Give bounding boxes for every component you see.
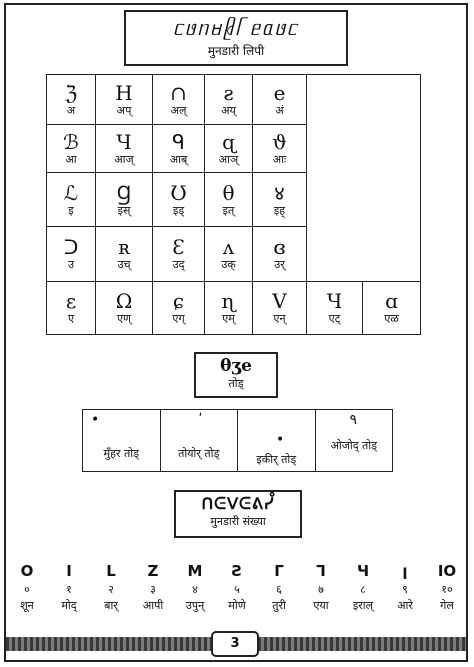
title-label: मुनडारी लिपी (207, 44, 265, 58)
alphabet-table (46, 74, 421, 335)
numeral-item: Ч ८ इराल् (352, 562, 374, 612)
alphabet-cell: ʀ उच् (96, 227, 153, 282)
numeral-item: Ꞁ ७ एया (313, 562, 329, 612)
alphabet-cell: ϑ आः (253, 125, 307, 173)
tod-label: तोड् (228, 377, 244, 390)
numeral-item: Z ३ आपी (142, 562, 164, 612)
alphabet-cell: θ इत् (205, 173, 253, 227)
alphabet-cell: ℬ आ (47, 125, 96, 173)
numbers-script: ᑎᕮᐯᕮᕕᓮ (201, 494, 275, 513)
numeral-item: L २ बार् (104, 562, 118, 612)
numeral-item: I १ मोद् (61, 562, 77, 612)
alphabet-cell: ɳ एम् (205, 282, 253, 335)
alphabet-cell: ƨ अय् (205, 75, 253, 125)
mark-label: ओजोद् तोड् (330, 439, 378, 452)
page-number: 3 (211, 631, 259, 657)
alphabet-cell: ɑ एळ (363, 282, 421, 335)
numerals-row (6, 562, 468, 628)
alphabet-cell: ∩ अल् (153, 75, 205, 125)
numeral-item: M ४ उपुन् (185, 562, 205, 612)
alphabet-cell: ɕ एग् (153, 282, 205, 335)
numeral-item: Ƨ ५ मोणे (228, 562, 246, 612)
alphabet-cell: ʌ उक् (205, 227, 253, 282)
mark-label: इकीर् तोड् (256, 453, 297, 466)
alphabet-cell: V एन् (253, 282, 307, 335)
mark-cell (83, 410, 161, 471)
mark-symbol: ʹ (198, 412, 203, 428)
alphabet-cell: ℨ अ (47, 75, 96, 125)
empty-area (307, 75, 421, 282)
alphabet-cell: Ɛ उद् (153, 227, 205, 282)
mark-cell (161, 410, 239, 471)
alphabet-cell: e अं (253, 75, 307, 125)
alphabet-cell: ४ इह् (253, 173, 307, 227)
title-script: ᥴᥳᥒᥛᥪᥬ ᥱᥲᥳᥴ (173, 16, 299, 40)
alphabet-cell: ᑐ उ (47, 227, 96, 282)
alphabet-cell: ε ए (47, 282, 96, 335)
mark-symbol: • (91, 412, 100, 428)
alphabet-cell: ᑫ आब् (153, 125, 205, 173)
numeral-item: O ० शून (20, 562, 34, 612)
mark-label: तोयोर् तोड् (178, 447, 220, 460)
numeral-item: ꞁ ९ आरे (397, 562, 413, 612)
mark-label: मुँहर तोड् (103, 447, 139, 460)
alphabet-cell: Ч आज् (96, 125, 153, 173)
alphabet-cell: ɋ आञ् (205, 125, 253, 173)
alphabet-cell: Ω एण् (96, 282, 153, 335)
mark-cell (238, 410, 316, 471)
numeral-item: IO १० गेल (437, 562, 457, 612)
alphabet-cell: Ɡ इस् (96, 173, 153, 227)
mark-symbol: ٩ (349, 412, 358, 428)
alphabet-cell: H अप् (96, 75, 153, 125)
numeral-item: Γ ६ तुरी (272, 562, 286, 612)
alphabet-cell: ɞ उर् (253, 227, 307, 282)
diacritic-marks-table (82, 409, 393, 472)
alphabet-cell: Ʊ इड् (153, 173, 205, 227)
numbers-label: मुनडारी संख्या (210, 515, 266, 528)
mark-cell (316, 410, 393, 471)
mark-symbol: • (276, 432, 285, 448)
alphabet-cell: Ч एट् (307, 282, 363, 335)
title-box (124, 10, 348, 66)
tod-script: θʒe (220, 356, 252, 376)
numbers-heading-box (174, 490, 302, 538)
tod-heading-box (194, 352, 278, 398)
alphabet-cell: ℒ इ (47, 173, 96, 227)
